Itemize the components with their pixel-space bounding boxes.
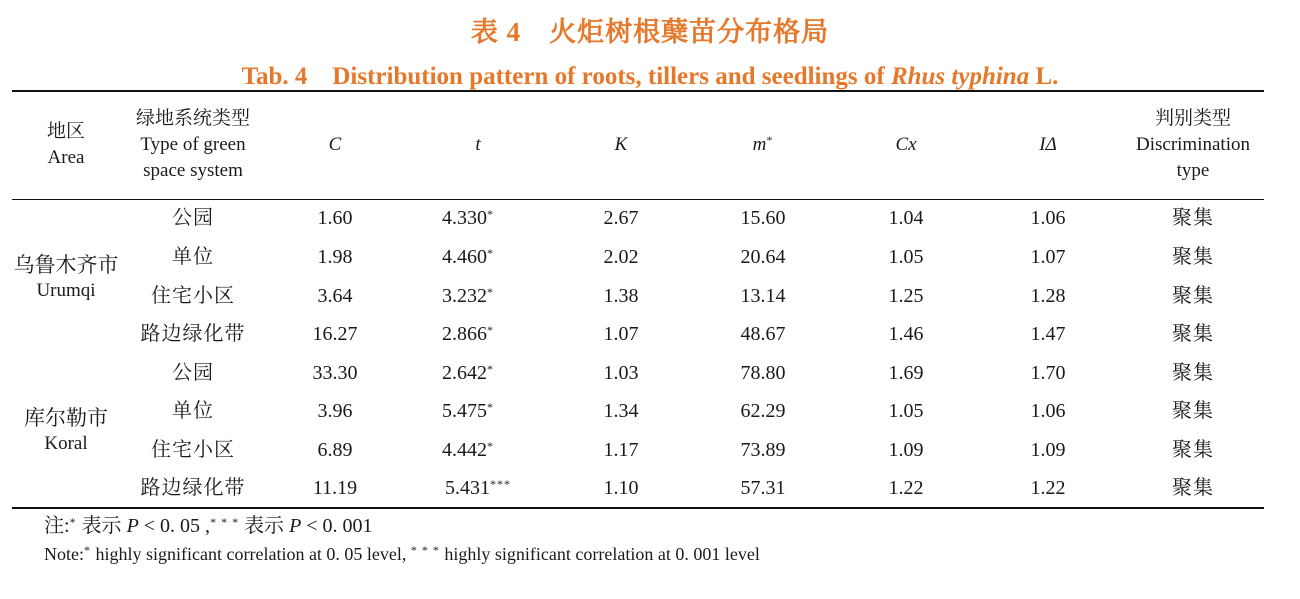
region-urumqi: [8, 252, 124, 304]
cell-t-value: 4.460: [442, 246, 487, 268]
cell-m: 78.80: [740, 362, 786, 384]
region-koral-en: Koral: [44, 433, 88, 454]
note-en-text-a: highly significant correlation at 0. 05 level,: [91, 544, 407, 564]
cell-c: 3.96: [317, 400, 353, 422]
cell-k: 2.02: [603, 246, 639, 268]
cell-m: 62.29: [740, 400, 786, 422]
note-en-star3: * * *: [410, 543, 440, 557]
cell-t: [393, 360, 543, 388]
cell-t-value: 4.330: [442, 207, 487, 229]
cell-cx: 1.05: [888, 246, 924, 268]
header-cx: [831, 132, 981, 158]
cell-cx: 1.46: [888, 323, 924, 345]
table-note-cn: [44, 513, 373, 541]
cell-idelta: 1.28: [1030, 285, 1066, 307]
title-en-prefix: Tab. 4 Distribution pattern of roots, tillers and seedlings of: [241, 63, 891, 90]
cell-c: 11.19: [312, 477, 358, 499]
header-c-label: C: [328, 134, 342, 155]
cell-discrimination: 聚集: [1172, 323, 1214, 345]
cell-k: 1.34: [603, 400, 639, 422]
cell-idelta: 1.47: [1030, 323, 1066, 345]
note-en-star1: *: [84, 543, 91, 557]
header-t-label: t: [475, 134, 481, 155]
cell-idelta: 1.06: [1030, 207, 1066, 229]
cell-c: 16.27: [312, 323, 358, 345]
table-top-rule: [12, 90, 1264, 92]
cell-t-sig: *: [487, 323, 494, 337]
region-koral: [8, 405, 124, 457]
cell-t-value: 2.866: [442, 323, 487, 345]
cell-discrimination: 聚集: [1172, 439, 1214, 461]
cell-t: [393, 244, 543, 272]
header-disc-en-2: type: [1176, 160, 1210, 181]
cell-cx: 1.09: [888, 439, 924, 461]
cell-cx: 1.22: [888, 477, 924, 499]
cell-m: 13.14: [740, 285, 786, 307]
cell-cx: 1.69: [888, 362, 924, 384]
cell-t-sig: *: [487, 246, 494, 260]
cell-m: 57.31: [740, 477, 786, 499]
cell-cx: 1.04: [888, 207, 924, 229]
cell-idelta: 1.22: [1030, 477, 1066, 499]
note-cn-star1: *: [69, 515, 77, 529]
header-type-en-1: Type of green: [140, 134, 246, 155]
cell-idelta: 1.06: [1030, 400, 1066, 422]
cell-t-value: 2.642: [442, 362, 487, 384]
header-area-cn: 地区: [46, 121, 85, 142]
cell-c: 3.64: [317, 285, 353, 307]
table-header-rule: [12, 199, 1264, 200]
header-t: [403, 132, 553, 158]
cell-idelta: 1.07: [1030, 246, 1066, 268]
cell-t-value: 5.431: [445, 477, 490, 499]
header-m: [688, 132, 838, 159]
cell-m: 48.67: [740, 323, 786, 345]
cell-t: [393, 398, 543, 426]
header-type-en-2: space system: [143, 160, 243, 181]
cell-discrimination: 聚集: [1172, 400, 1214, 422]
cell-type: 单位: [172, 246, 214, 268]
note-cn-prefix: 注:: [44, 515, 70, 537]
note-cn-text-a: 表示: [76, 515, 127, 537]
region-urumqi-cn: 乌鲁木齐市: [13, 253, 119, 277]
cell-t-sig: *: [487, 400, 494, 414]
cell-cx: 1.25: [888, 285, 924, 307]
note-en-prefix: Note:: [44, 544, 84, 564]
table-bottom-rule: [12, 507, 1264, 509]
cell-t-sig: ***: [490, 477, 511, 491]
header-type-cn: 绿地系统类型: [135, 108, 250, 129]
header-m-sup: *: [766, 133, 774, 147]
cell-t-sig: *: [487, 362, 494, 376]
table-title-cn: 表 4 火炬树根蘖苗分布格局: [470, 17, 830, 47]
note-cn-text-b: < 0. 05 ,: [138, 515, 211, 537]
header-discrimination: [1118, 106, 1268, 184]
cell-t: [393, 283, 543, 311]
cell-k: 1.17: [603, 439, 639, 461]
cell-k: 1.38: [603, 285, 639, 307]
cell-t: [393, 205, 543, 233]
cell-t: [393, 437, 543, 465]
region-urumqi-en: Urumqi: [36, 280, 96, 301]
cell-k: 1.03: [603, 362, 639, 384]
cell-type: 住宅小区: [151, 285, 235, 307]
cell-type: 单位: [172, 400, 214, 422]
header-area-en: Area: [47, 147, 85, 168]
title-en-species: Rhus typhina: [890, 63, 1030, 90]
cell-m: 73.89: [740, 439, 786, 461]
cell-type: 公园: [172, 207, 214, 229]
header-disc-cn: 判别类型: [1154, 108, 1231, 129]
cell-type: 路边绿化带: [140, 323, 246, 345]
cell-k: 1.07: [603, 323, 639, 345]
cell-cx: 1.05: [888, 400, 924, 422]
region-koral-cn: 库尔勒市: [24, 406, 108, 430]
cell-t: [403, 475, 553, 503]
cell-discrimination: 聚集: [1172, 362, 1214, 384]
title-en-suffix: L.: [1029, 63, 1059, 90]
cell-m: 15.60: [740, 207, 786, 229]
header-m-label: m: [752, 134, 767, 155]
cell-t-value: 4.442: [442, 439, 487, 461]
note-cn-text-d: < 0. 001: [301, 515, 373, 537]
header-idelta: [973, 132, 1123, 158]
header-disc-en-1: Discrimination: [1136, 134, 1250, 155]
cell-idelta: 1.09: [1030, 439, 1066, 461]
cell-t-sig: *: [487, 207, 494, 221]
header-k-label: K: [614, 134, 628, 155]
cell-type: 路边绿化带: [140, 477, 246, 499]
cell-type: 公园: [172, 362, 214, 384]
header-area: [16, 119, 116, 171]
note-cn-star3: * * *: [210, 515, 240, 529]
cell-t: [393, 321, 543, 349]
header-type: [118, 106, 268, 184]
header-k: [546, 132, 696, 158]
note-cn-p1: P: [126, 515, 139, 537]
cell-t-value: 5.475: [442, 400, 487, 422]
cell-t-value: 3.232: [442, 285, 487, 307]
note-cn-text-c: 表示: [239, 515, 290, 537]
cell-t-sig: *: [487, 285, 494, 299]
cell-idelta: 1.70: [1030, 362, 1066, 384]
cell-c: 6.89: [317, 439, 353, 461]
cell-discrimination: 聚集: [1172, 285, 1214, 307]
table-note-en: [44, 542, 760, 568]
cell-discrimination: 聚集: [1172, 207, 1214, 229]
header-c: [260, 132, 410, 158]
cell-type: 住宅小区: [151, 439, 235, 461]
cell-c: 1.98: [317, 246, 353, 268]
cell-k: 1.10: [603, 477, 639, 499]
cell-k: 2.67: [603, 207, 639, 229]
header-cx-label: Cx: [895, 134, 917, 155]
table-title-en: [0, 56, 1300, 92]
cell-discrimination: 聚集: [1172, 477, 1214, 499]
cell-m: 20.64: [740, 246, 786, 268]
cell-c: 1.60: [317, 207, 353, 229]
note-cn-p2: P: [289, 515, 302, 537]
cell-t-sig: *: [487, 439, 494, 453]
cell-discrimination: 聚集: [1172, 246, 1214, 268]
note-en-text-b: highly significant correlation at 0. 001 level: [439, 544, 760, 564]
cell-c: 33.30: [312, 362, 358, 384]
header-idelta-label: IΔ: [1039, 134, 1057, 155]
